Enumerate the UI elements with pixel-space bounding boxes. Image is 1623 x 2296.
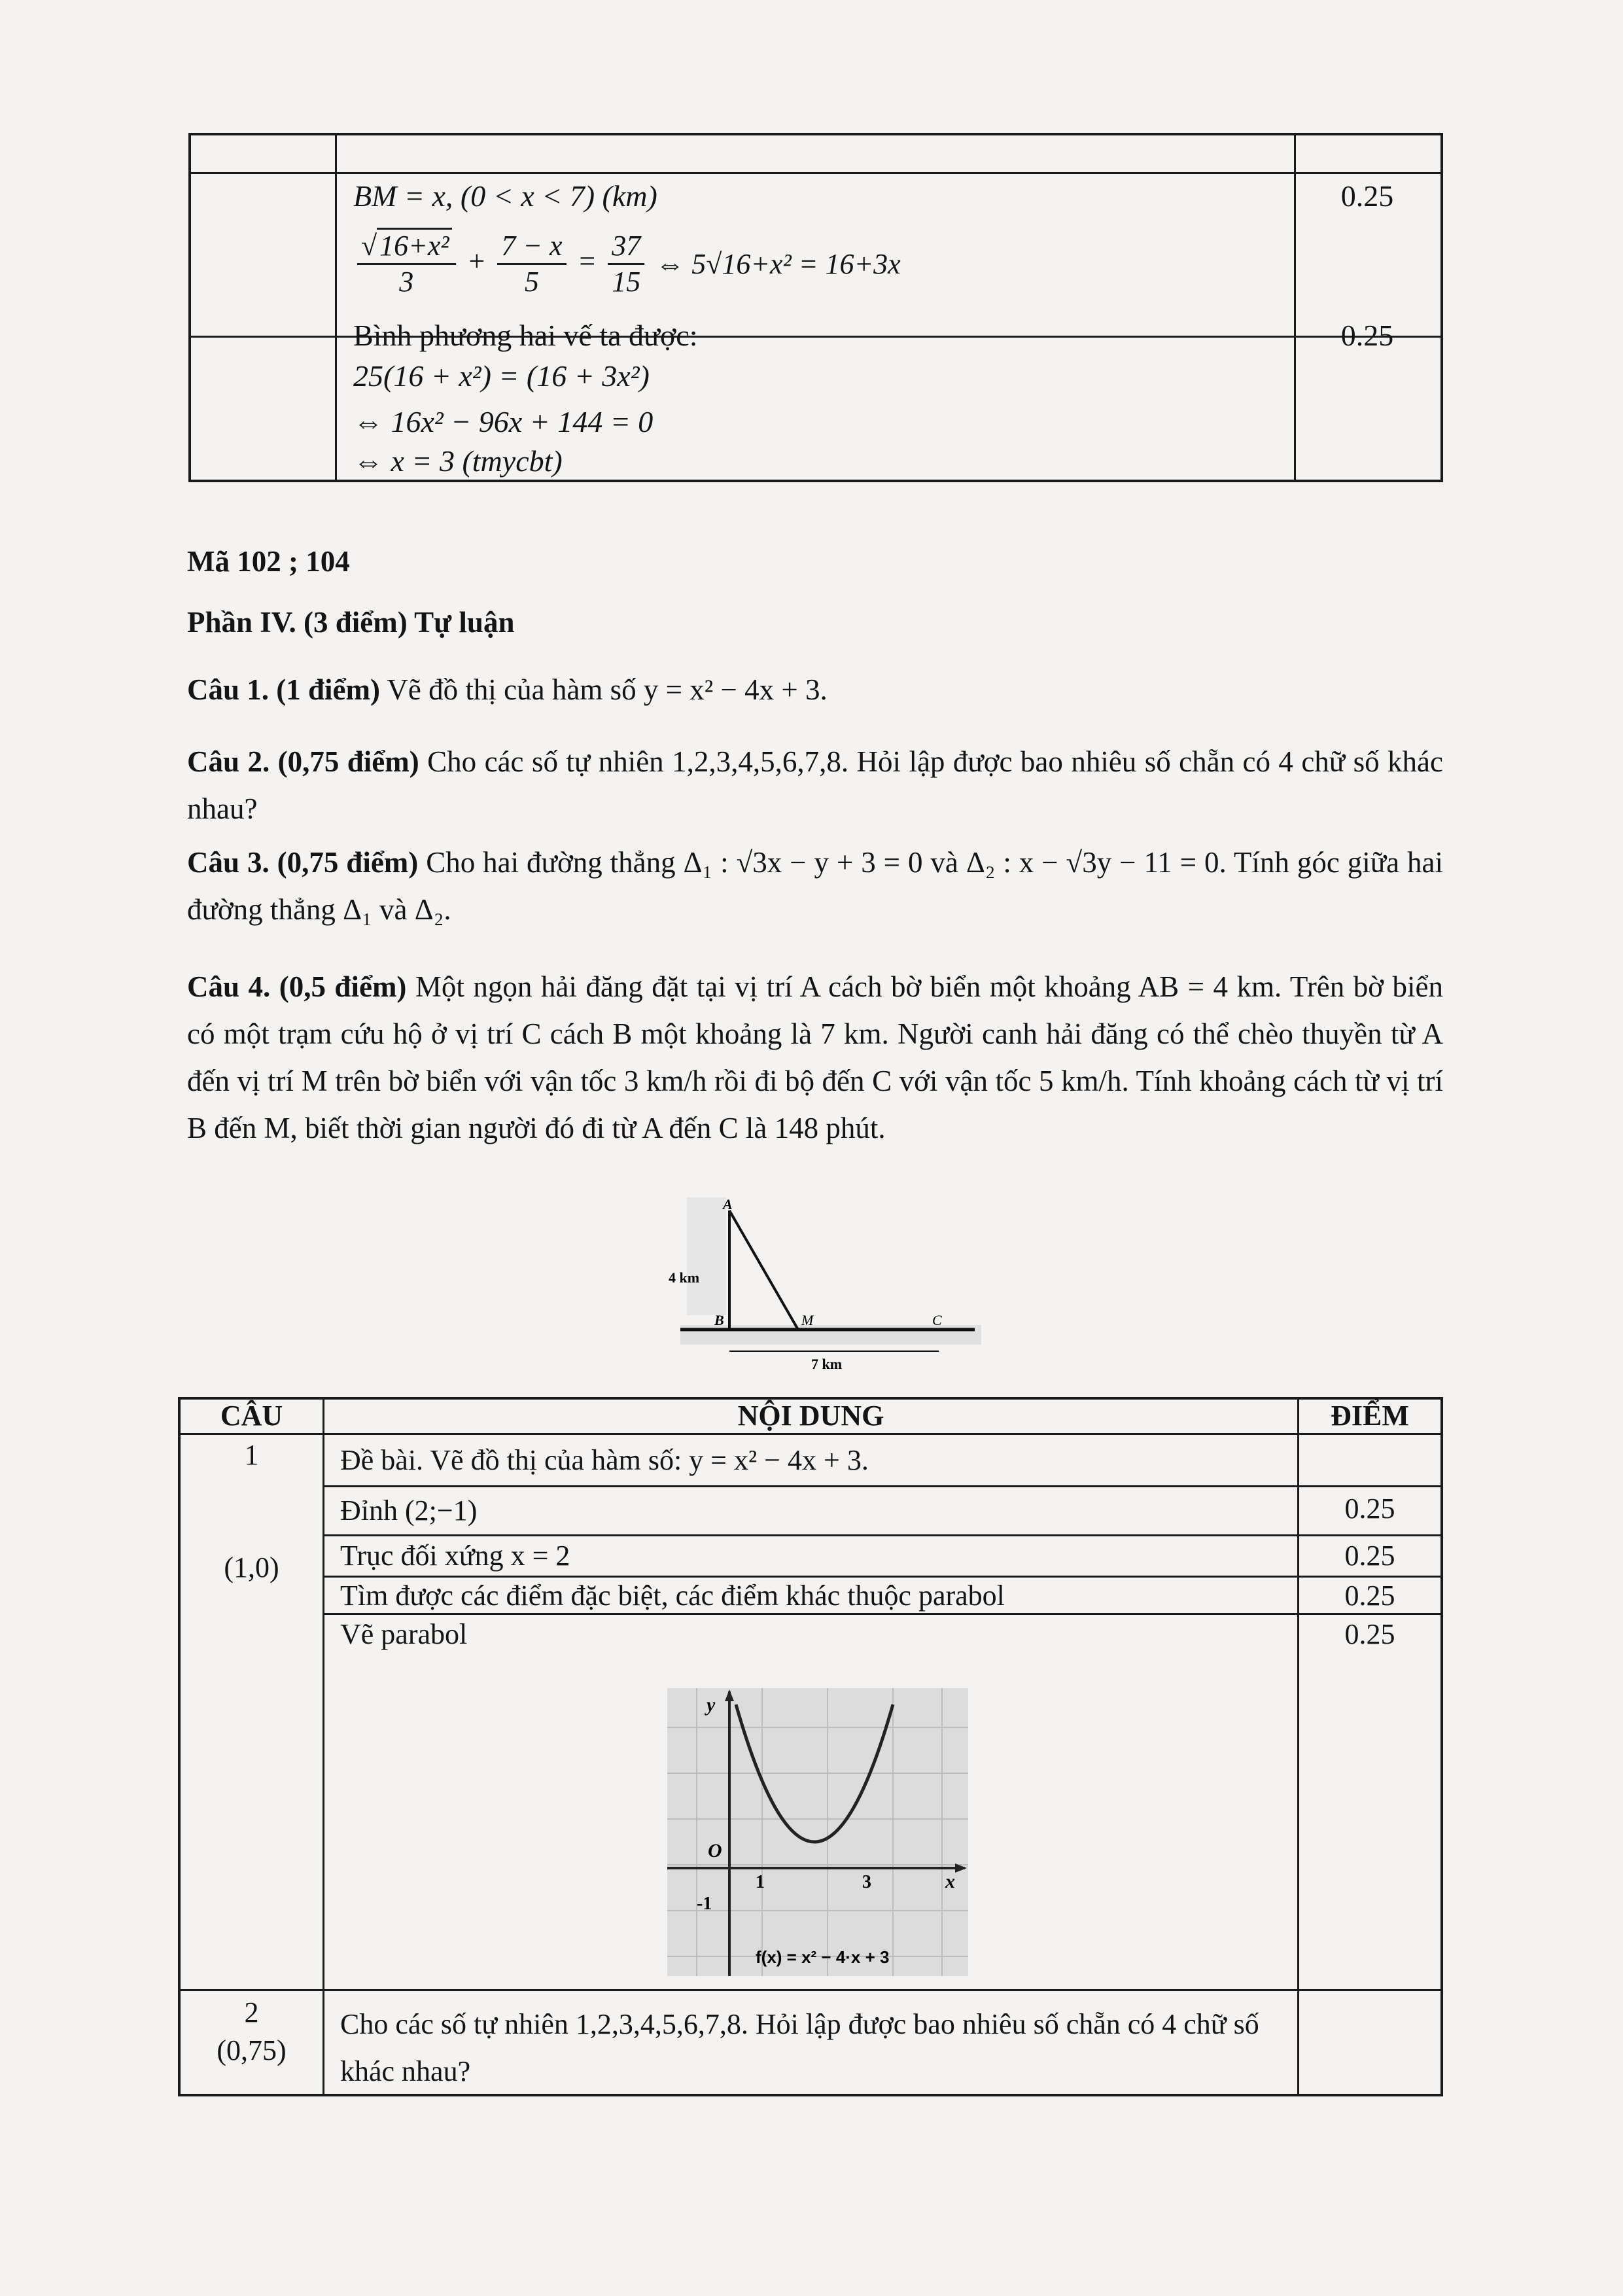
question-2-label: Câu 2. (0,75 điểm) bbox=[187, 745, 419, 778]
parabola-graph bbox=[667, 1688, 968, 1976]
answer-row-4-score: 0.25 bbox=[1344, 1580, 1395, 1612]
question-3-label: Câu 3. (0,75 điểm) bbox=[187, 846, 419, 879]
q2-points: (0,75) bbox=[217, 2034, 287, 2066]
q2-number: 2 bbox=[244, 1996, 259, 2028]
question-4-label: Câu 4. (0,5 điểm) bbox=[187, 970, 407, 1003]
function-caption: f(x) = x² − 4·x + 3 bbox=[756, 1947, 890, 1967]
answer-row-5-content: Vẽ parabol bbox=[340, 1618, 468, 1650]
question-1 bbox=[187, 666, 1443, 713]
frac1-numerator: 16+x² bbox=[377, 228, 451, 262]
x-label: x bbox=[945, 1871, 955, 1892]
q1-points: (1,0) bbox=[224, 1551, 279, 1583]
question-3 bbox=[187, 839, 1443, 933]
label-ab: 4 km bbox=[669, 1269, 700, 1286]
lighthouse-figure bbox=[667, 1191, 981, 1381]
bm-definition: BM = x, (0 < x < 7) (km) bbox=[353, 179, 657, 213]
answer-row-5-score: 0.25 bbox=[1344, 1618, 1395, 1650]
question-2 bbox=[187, 738, 1443, 832]
equation-rhs: ⇔ 5√16+x² = 16+3x bbox=[655, 248, 901, 280]
label-m: M bbox=[801, 1312, 814, 1328]
header-question: CÂU bbox=[220, 1400, 283, 1432]
question-1-label: Câu 1. (1 điểm) bbox=[187, 673, 380, 706]
answer-row-2-content: Đỉnh (2;−1) bbox=[340, 1494, 478, 1527]
figure-shading bbox=[687, 1197, 726, 1315]
frac1-denominator: 3 bbox=[399, 266, 414, 298]
answer-row-1-content: Đề bài. Vẽ đồ thị của hàm số: y = x² − 4x + 3. bbox=[340, 1444, 869, 1476]
label-a: A bbox=[723, 1196, 733, 1212]
label-b: B bbox=[714, 1312, 724, 1328]
q1-number: 1 bbox=[244, 1439, 259, 1471]
answer-row-2-score: 0.25 bbox=[1344, 1492, 1395, 1525]
equation-fractions: $\frac{\text{√16+x²}}{3}$ + $\frac{7 - x}{5}$ = $\frac{37}{15}$ ⇔ 5√16+x² = 16+3x bbox=[353, 229, 901, 299]
y-label: y bbox=[707, 1694, 716, 1716]
row1-score: 0.25 bbox=[1340, 179, 1394, 213]
tick-label-3: 3 bbox=[862, 1872, 871, 1892]
label-bc: 7 km bbox=[811, 1356, 843, 1372]
answer-row-3-score: 0.25 bbox=[1344, 1540, 1395, 1572]
header-content: NỘI DUNG bbox=[737, 1400, 884, 1432]
label-c: C bbox=[932, 1312, 942, 1328]
frac2-numerator: 7 − x bbox=[497, 229, 566, 265]
frac3-numerator: 37 bbox=[608, 229, 644, 265]
graph-background bbox=[667, 1688, 968, 1976]
square-both-sides: Bình phương hai vế ta được: bbox=[353, 319, 698, 352]
solution: ⇔ x = 3 (tmycbt) bbox=[353, 444, 563, 478]
tick-label-1: 1 bbox=[756, 1872, 765, 1892]
exam-code: Mã 102 ; 104 bbox=[187, 545, 350, 578]
frac3-denominator: 15 bbox=[612, 266, 641, 298]
quadratic-equation: ⇔ 16x² − 96x + 144 = 0 bbox=[353, 405, 654, 438]
row2-score: 0.25 bbox=[1340, 319, 1394, 352]
squared-equation: 25(16 + x²) = (16 + 3x²) bbox=[353, 359, 650, 393]
question-2-text: Cho các số tự nhiên 1,2,3,4,5,6,7,8. Hỏi lập được bao nhiêu số chẵn có 4 chữ số khác nhau? bbox=[187, 745, 1443, 825]
part-heading: Phần IV. (3 điểm) Tự luận bbox=[187, 606, 515, 639]
segment-am bbox=[729, 1210, 798, 1330]
answer-row-4-content: Tìm được các điểm đặc biệt, các điểm khác thuộc parabol bbox=[340, 1580, 1005, 1612]
frac2-denominator: 5 bbox=[524, 266, 539, 298]
q2-content: Cho các số tự nhiên 1,2,3,4,5,6,7,8. Hỏi lập được bao nhiêu số chẵn có 4 chữ số khác nhau? bbox=[340, 2008, 1259, 2087]
origin-label: O bbox=[708, 1840, 722, 1862]
question-4 bbox=[187, 963, 1443, 1152]
question-1-text: Vẽ đồ thị của hàm số y = x² − 4x + 3. bbox=[379, 673, 828, 706]
answer-row-3-content: Trục đối xứng x = 2 bbox=[340, 1540, 570, 1572]
header-score: ĐIỂM bbox=[1331, 1400, 1409, 1432]
question-3-text: Cho hai đường thẳng Δ₁ : √3x − y + 3 = 0 và Δ₂ : x − √3y − 11 = 0. Tính góc giữa hai đường thẳng Δ₁ và Δ₂. bbox=[187, 846, 1444, 926]
tick-label-minus-1: -1 bbox=[697, 1894, 712, 1914]
question-4-text: Một ngọn hải đăng đặt tại vị trí A cách bờ biển một khoảng AB = 4 km. Trên bờ biển có một trạm cứu hộ ở vị trí C cách B một khoảng là 7 km. Người canh hải đăng có thể chèo thuyền từ A đến vị trí M trên bờ biển với vận tốc 3 km/h rồi đi bộ đến C với vận tốc 5 km/h. Tính khoảng cách từ vị trí B đến M, biết thời gian người đó đi từ A đến C là 148 phút. bbox=[187, 970, 1443, 1144]
